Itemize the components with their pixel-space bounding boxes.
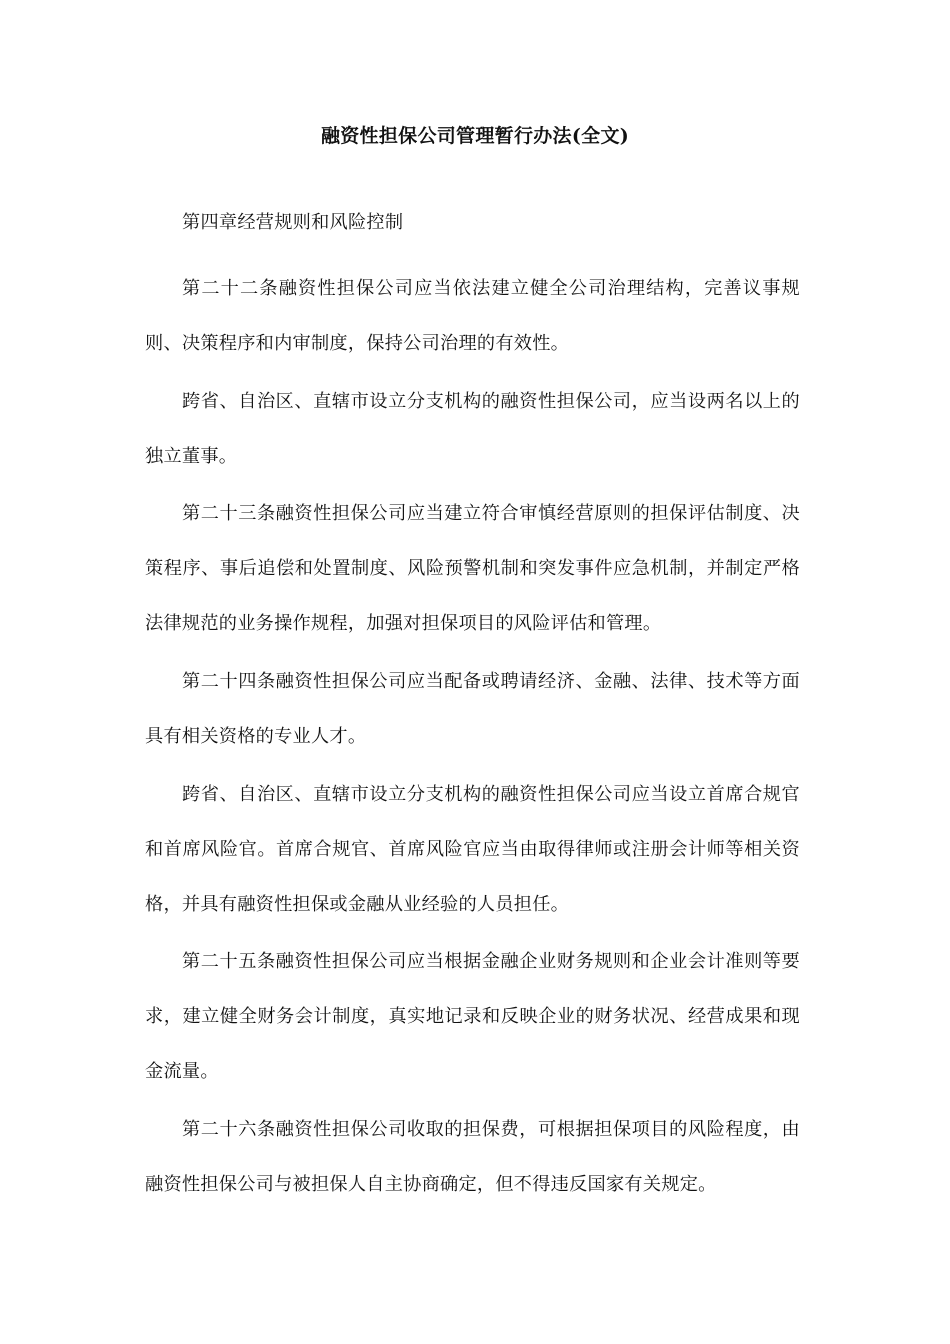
article-22-clause-paragraph: 跨省、自治区、直辖市设立分支机构的融资性担保公司，应当设两名以上的独立董事。 (145, 391, 800, 468)
article-24-paragraph: 第二十四条融资性担保公司应当配备或聘请经济、金融、法律、技术等方面具有相关资格的专业人才。 (145, 671, 800, 748)
document-title: 融资性担保公司管理暂行办法(全文) (320, 125, 630, 147)
chapter-heading: 第四章经营规则和风险控制 (182, 212, 404, 234)
article-22-paragraph: 第二十二条融资性担保公司应当依法建立健全公司治理结构，完善议事规则、决策程序和内审制度，保持公司治理的有效性。 (145, 278, 800, 355)
article-26-paragraph: 第二十六条融资性担保公司收取的担保费，可根据担保项目的风险程度，由融资性担保公司与被担保人自主协商确定，但不得违反国家有关规定。 (145, 1119, 800, 1196)
article-25-paragraph: 第二十五条融资性担保公司应当根据金融企业财务规则和企业会计准则等要求，建立健全财务会计制度，真实地记录和反映企业的财务状况、经营成果和现金流量。 (145, 951, 800, 1083)
article-23-paragraph: 第二十三条融资性担保公司应当建立符合审慎经营原则的担保评估制度、决策程序、事后追偿和处置制度、风险预警机制和突发事件应急机制，并制定严格法律规范的业务操作规程，加强对担保项目的风险评估和管理。 (145, 503, 800, 635)
article-24-clause-paragraph: 跨省、自治区、直辖市设立分支机构的融资性担保公司应当设立首席合规官和首席风险官。首席合规官、首席风险官应当由取得律师或注册会计师等相关资格，并具有融资性担保或金融从业经验的人员担任。 (145, 784, 800, 916)
